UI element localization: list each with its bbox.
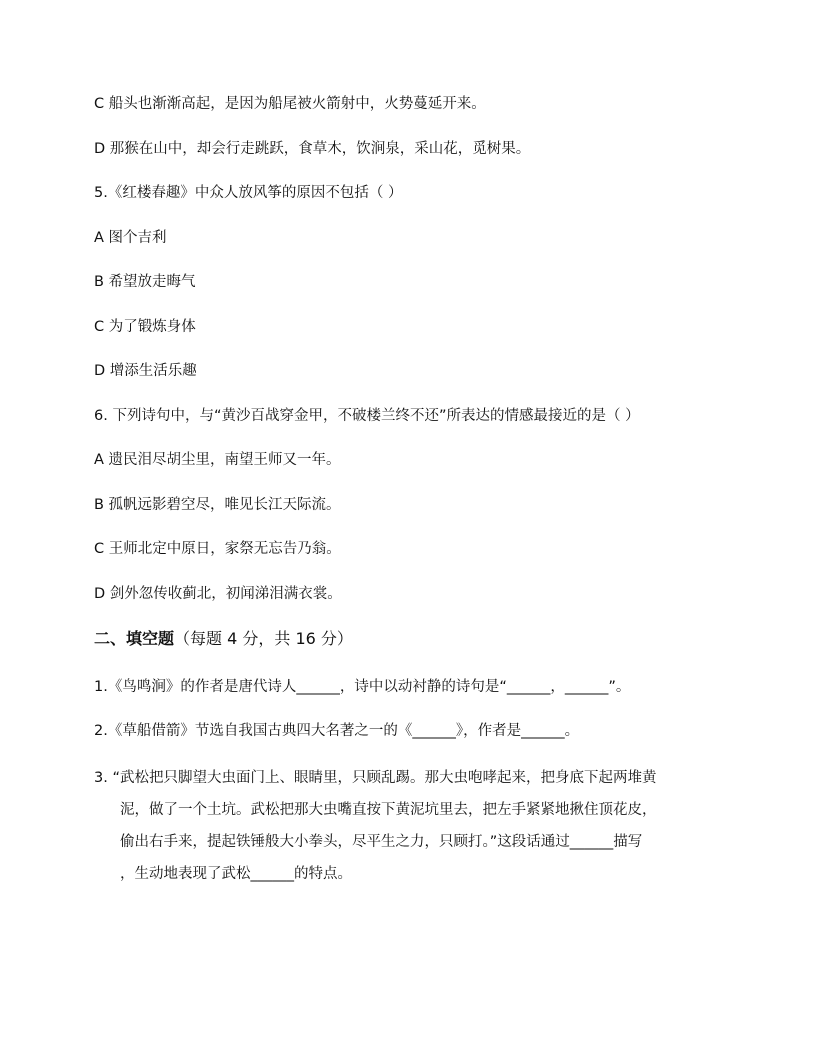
fill-question-3-line: 偷出右手来，提起铁锤般大小拳头，尽平生之力，只顾打。”这段话通过______描写 bbox=[120, 834, 643, 850]
q6-option-d: D 剑外忽传收蓟北，初闻涕泪满衣裳。 bbox=[94, 586, 342, 602]
section-note: （每题 4 分，共 16 分） bbox=[174, 629, 353, 648]
fill-question-3 bbox=[94, 762, 718, 890]
fill-question-1: 1.《鸟鸣涧》的作者是唐代诗人______，诗中以动衬静的诗句是“______，______”。 bbox=[94, 679, 631, 695]
q5-option-a: A 图个吉利 bbox=[94, 230, 167, 246]
section-heading-fill-in bbox=[94, 628, 353, 650]
q6-stem: 6. 下列诗句中，与“黄沙百战穿金甲，不破楼兰终不还”所表达的情感最接近的是（ ） bbox=[94, 408, 640, 424]
q5-option-c: C 为了锻炼身体 bbox=[94, 319, 196, 335]
q4-option-d: D 那猴在山中，却会行走跳跃，食草木，饮涧泉，采山花，觅树果。 bbox=[94, 141, 531, 157]
q5-option-d: D 增添生活乐趣 bbox=[94, 363, 197, 379]
q6-option-c: C 王师北定中原日，家祭无忘告乃翁。 bbox=[94, 541, 341, 557]
section-title: 二、填空题 bbox=[94, 629, 175, 648]
q5-option-b: B 希望放走晦气 bbox=[94, 274, 196, 290]
fill-question-3-line: 3. “武松把只脚望大虫面门上、眼睛里，只顾乱踢。那大虫咆哮起来，把身底下起两堆黄 bbox=[94, 770, 657, 786]
q6-option-a: A 遗民泪尽胡尘里，南望王师又一年。 bbox=[94, 452, 341, 468]
fill-question-3-line: ，生动地表现了武松______的特点。 bbox=[120, 866, 352, 882]
q4-option-c: C 船头也渐渐高起，是因为船尾被火箭射中，火势蔓延开来。 bbox=[94, 96, 486, 112]
q6-option-b: B 孤帆远影碧空尽，唯见长江天际流。 bbox=[94, 497, 341, 513]
fill-question-2: 2.《草船借箭》节选自我国古典四大名著之一的《______》，作者是______。 bbox=[94, 723, 580, 739]
q5-stem: 5.《红楼春趣》中众人放风筝的原因不包括（ ） bbox=[94, 185, 403, 201]
fill-question-3-line: 泥，做了一个土坑。武松把那大虫嘴直按下黄泥坑里去，把左手紧紧地揪住顶花皮， bbox=[120, 802, 657, 818]
